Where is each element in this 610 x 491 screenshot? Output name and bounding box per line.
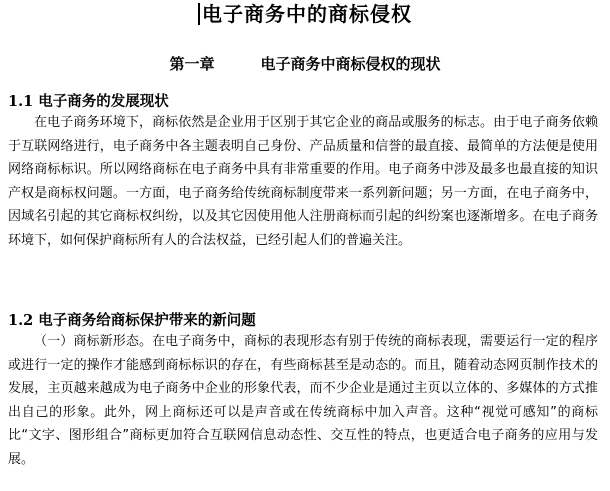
chapter-title: 电子商务中商标侵权的现状 xyxy=(260,55,441,73)
text-cursor xyxy=(198,3,200,25)
chapter-heading xyxy=(0,54,610,74)
section-heading-1-2: 1.2 电子商务给商标保护带来的新问题 xyxy=(8,312,256,329)
document-title xyxy=(0,2,610,26)
section-paragraph-1-2: （一）商标新形态。在电子商务中，商标的表现形态有别于传统的商标表现，需要运行一定的程序或进行一定的操作才能感到商标标识的存在，有些商标甚至是动态的。而且，随着动态网页制作技术的发展，主页越来越成为电子商务中企业的形象代表，而不少企业是通过主页以立体的、多媒体的方式推出自己的形象。此外，网上商标还可以是声音或在传统商标中加入声音。这种“视觉可感知”的商标比“文字、图形组合”商标更加符合互联网信息动态性、交互性的特点，也更适合电子商务的应用与发展。 xyxy=(8,334,598,467)
document-title-text: 电子商务中的商标侵权 xyxy=(202,2,412,26)
section-paragraph-1-1: 在电子商务环境下，商标依然是企业用于区别于其它企业的商品或服务的标志。由于电子商务依赖于互联网络进行，电子商务中各主题表明自己身份、产品质量和信誉的最直接、最简单的方法便是使用网络商标标识。所以网络商标在电子商务中具有非常重要的作用。电子商务中涉及最多也最直接的知识产权是商标权问题。一方面，电子商务给传统商标制度带来一系列新问题；另一方面，在电子商务中，因域名引起的其它商标权纠纷，以及其它因使用他人注册商标而引起的纠纷案也逐渐增多。在电子商务环境下，如何保护商标所有人的合法权益，已经引起人们的普遍关注。 xyxy=(8,115,598,248)
section-heading-1-1: 1.1 电子商务的发展现状 xyxy=(8,93,169,110)
chapter-number: 第一章 xyxy=(169,55,215,73)
